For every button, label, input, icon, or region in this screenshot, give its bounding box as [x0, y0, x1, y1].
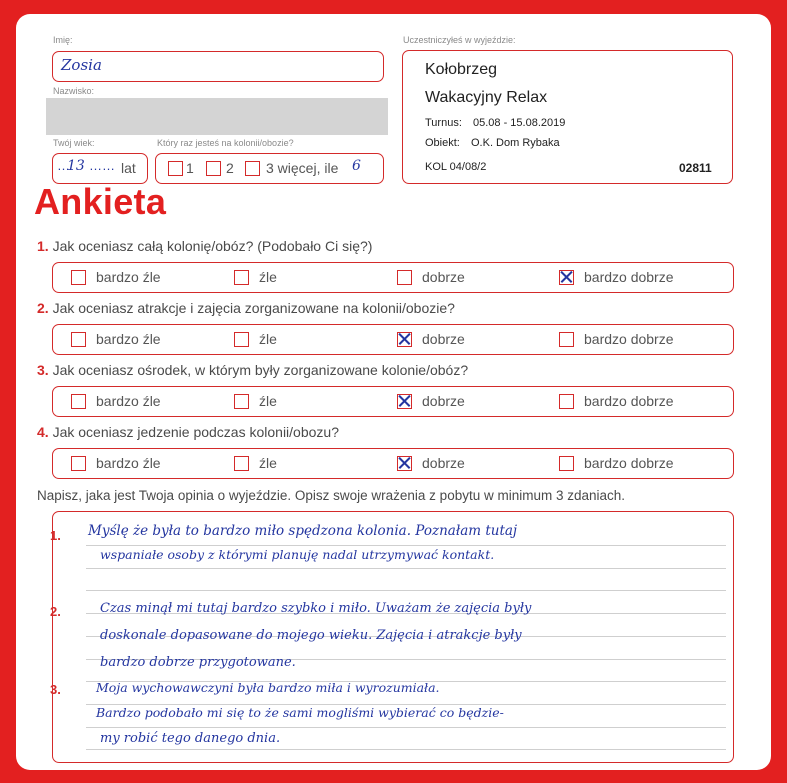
q4-bardzo-dobrze-label: bardzo dobrze	[584, 455, 674, 471]
q4-bardzo-zle-checkbox[interactable]	[71, 456, 86, 471]
q2-bardzo-dobrze-checkbox[interactable]	[559, 332, 574, 347]
turnus-value: 05.08 - 15.08.2019	[473, 117, 566, 129]
ruled-line	[86, 568, 726, 569]
q3-bardzo-dobrze-label: bardzo dobrze	[584, 393, 674, 409]
times-option-3-label: 3 więcej, ile	[266, 160, 339, 176]
opinion-prompt: Napisz, jaka jest Twoja opinia o wyjeździe. Opisz swoje wrażenia z pobytu w minimum 3 zdaniach.	[37, 488, 626, 503]
participant-label: Uczestniczyłeś w wyjeździe:	[403, 35, 516, 45]
age-value: 13	[67, 158, 85, 174]
question-1-options	[52, 262, 734, 293]
q2-bardzo-dobrze-label: bardzo dobrze	[584, 331, 674, 347]
question-4	[37, 424, 339, 440]
times-option-3-checkbox[interactable]	[245, 161, 260, 176]
q2-dobrze-checkbox[interactable]	[397, 332, 412, 347]
ruled-line	[86, 590, 726, 591]
age-label: Twój wiek:	[53, 138, 95, 148]
question-4-number: 4.	[37, 424, 49, 440]
q4-zle-checkbox[interactable]	[234, 456, 249, 471]
question-1-number: 1.	[37, 238, 49, 254]
q2-zle-label: źle	[259, 331, 277, 347]
age-unit: lat	[121, 160, 136, 176]
q2-dobrze-label: dobrze	[422, 331, 465, 347]
handwritten-line: wspaniałe osoby z którymi planuję nadal utrzymywać kontakt.	[100, 547, 495, 562]
handwritten-line: bardzo dobrze przygotowane.	[100, 655, 296, 670]
ruled-line	[86, 727, 726, 728]
q2-zle-checkbox[interactable]	[234, 332, 249, 347]
times-option-2-checkbox[interactable]	[206, 161, 221, 176]
q1-bardzo-zle-label: bardzo źle	[96, 269, 161, 285]
question-1-text: Jak oceniasz całą kolonię/obóz? (Podobało Ci się?)	[52, 238, 373, 254]
q3-bardzo-zle-label: bardzo źle	[96, 393, 161, 409]
trip-info-box	[402, 50, 733, 184]
q3-dobrze-checkbox[interactable]	[397, 394, 412, 409]
ruled-line	[86, 545, 726, 546]
q4-dobrze-checkbox[interactable]	[397, 456, 412, 471]
q3-bardzo-zle-checkbox[interactable]	[71, 394, 86, 409]
question-3-number: 3.	[37, 362, 49, 378]
trip-city: Kołobrzeg	[425, 61, 498, 78]
answer-number-3: 3.	[50, 682, 61, 697]
question-3-text: Jak oceniasz ośrodek, w którym były zorganizowane kolonie/obóz?	[52, 362, 469, 378]
q3-dobrze-label: dobrze	[422, 393, 465, 409]
times-option-2-label: 2	[226, 160, 234, 176]
q2-bardzo-zle-label: bardzo źle	[96, 331, 161, 347]
q1-bardzo-zle-checkbox[interactable]	[71, 270, 86, 285]
question-4-options	[52, 448, 734, 479]
answer-number-2: 2.	[50, 604, 61, 619]
ruled-line	[86, 749, 726, 750]
q4-bardzo-zle-label: bardzo źle	[96, 455, 161, 471]
times-option-1-label: 1	[186, 160, 194, 176]
q1-bardzo-dobrze-label: bardzo dobrze	[584, 269, 674, 285]
times-field	[155, 153, 384, 184]
times-label: Który raz jesteś na kolonii/obozie?	[157, 138, 294, 148]
name-field[interactable]	[52, 51, 384, 82]
q1-bardzo-dobrze-checkbox[interactable]	[559, 270, 574, 285]
q4-dobrze-label: dobrze	[422, 455, 465, 471]
survey-title: Ankieta	[34, 181, 167, 222]
age-field[interactable]	[52, 153, 148, 184]
handwritten-line: Myślę że była to bardzo miło spędzona kolonia. Poznałam tutaj	[88, 523, 518, 539]
question-2	[37, 300, 455, 316]
age-dots-right: ……	[89, 158, 115, 173]
obiekt-label: Obiekt:	[425, 137, 460, 149]
question-2-options	[52, 324, 734, 355]
name-label: Imię:	[53, 35, 73, 45]
answer-number-1: 1.	[50, 528, 61, 543]
age-dots-left: …	[57, 158, 70, 173]
q3-zle-checkbox[interactable]	[234, 394, 249, 409]
q1-zle-checkbox[interactable]	[234, 270, 249, 285]
question-2-text: Jak oceniasz atrakcje i zajęcia zorganizowane na kolonii/obozie?	[52, 300, 455, 316]
trip-code: KOL 04/08/2	[425, 161, 487, 173]
q3-zle-label: źle	[259, 393, 277, 409]
q3-bardzo-dobrze-checkbox[interactable]	[559, 394, 574, 409]
times-value: 6	[352, 158, 361, 174]
surname-label: Nazwisko:	[53, 86, 95, 96]
trip-program: Wakacyjny Relax	[425, 89, 548, 106]
handwritten-line: doskonale dopasowane do mojego wieku. Zajęcia i atrakcje były	[100, 628, 522, 643]
question-4-text: Jak oceniasz jedzenie podczas kolonii/obozu?	[52, 424, 339, 440]
handwritten-line: my robić tego danego dnia.	[100, 731, 281, 746]
question-3	[37, 362, 468, 378]
q1-dobrze-label: dobrze	[422, 269, 465, 285]
question-3-options	[52, 386, 734, 417]
q2-bardzo-zle-checkbox[interactable]	[71, 332, 86, 347]
q4-zle-label: źle	[259, 455, 277, 471]
handwritten-line: Czas minął mi tutaj bardzo szybko i miło. Uważam że zajęcia były	[100, 601, 532, 616]
q4-bardzo-dobrze-checkbox[interactable]	[559, 456, 574, 471]
times-option-1-checkbox[interactable]	[168, 161, 183, 176]
question-1	[37, 238, 372, 254]
handwritten-line: Bardzo podobało mi się to że sami mogliśmi wybierać co będzie-	[96, 705, 504, 720]
q1-dobrze-checkbox[interactable]	[397, 270, 412, 285]
turnus-label: Turnus:	[425, 117, 462, 129]
handwritten-line: Moja wychowawczyni była bardzo miła i wyrozumiała.	[96, 680, 440, 695]
obiekt-value: O.K. Dom Rybaka	[471, 137, 560, 149]
surname-redacted	[46, 98, 388, 135]
question-2-number: 2.	[37, 300, 49, 316]
name-value: Zosia	[61, 56, 102, 74]
trip-number: 02811	[679, 161, 712, 175]
q1-zle-label: źle	[259, 269, 277, 285]
